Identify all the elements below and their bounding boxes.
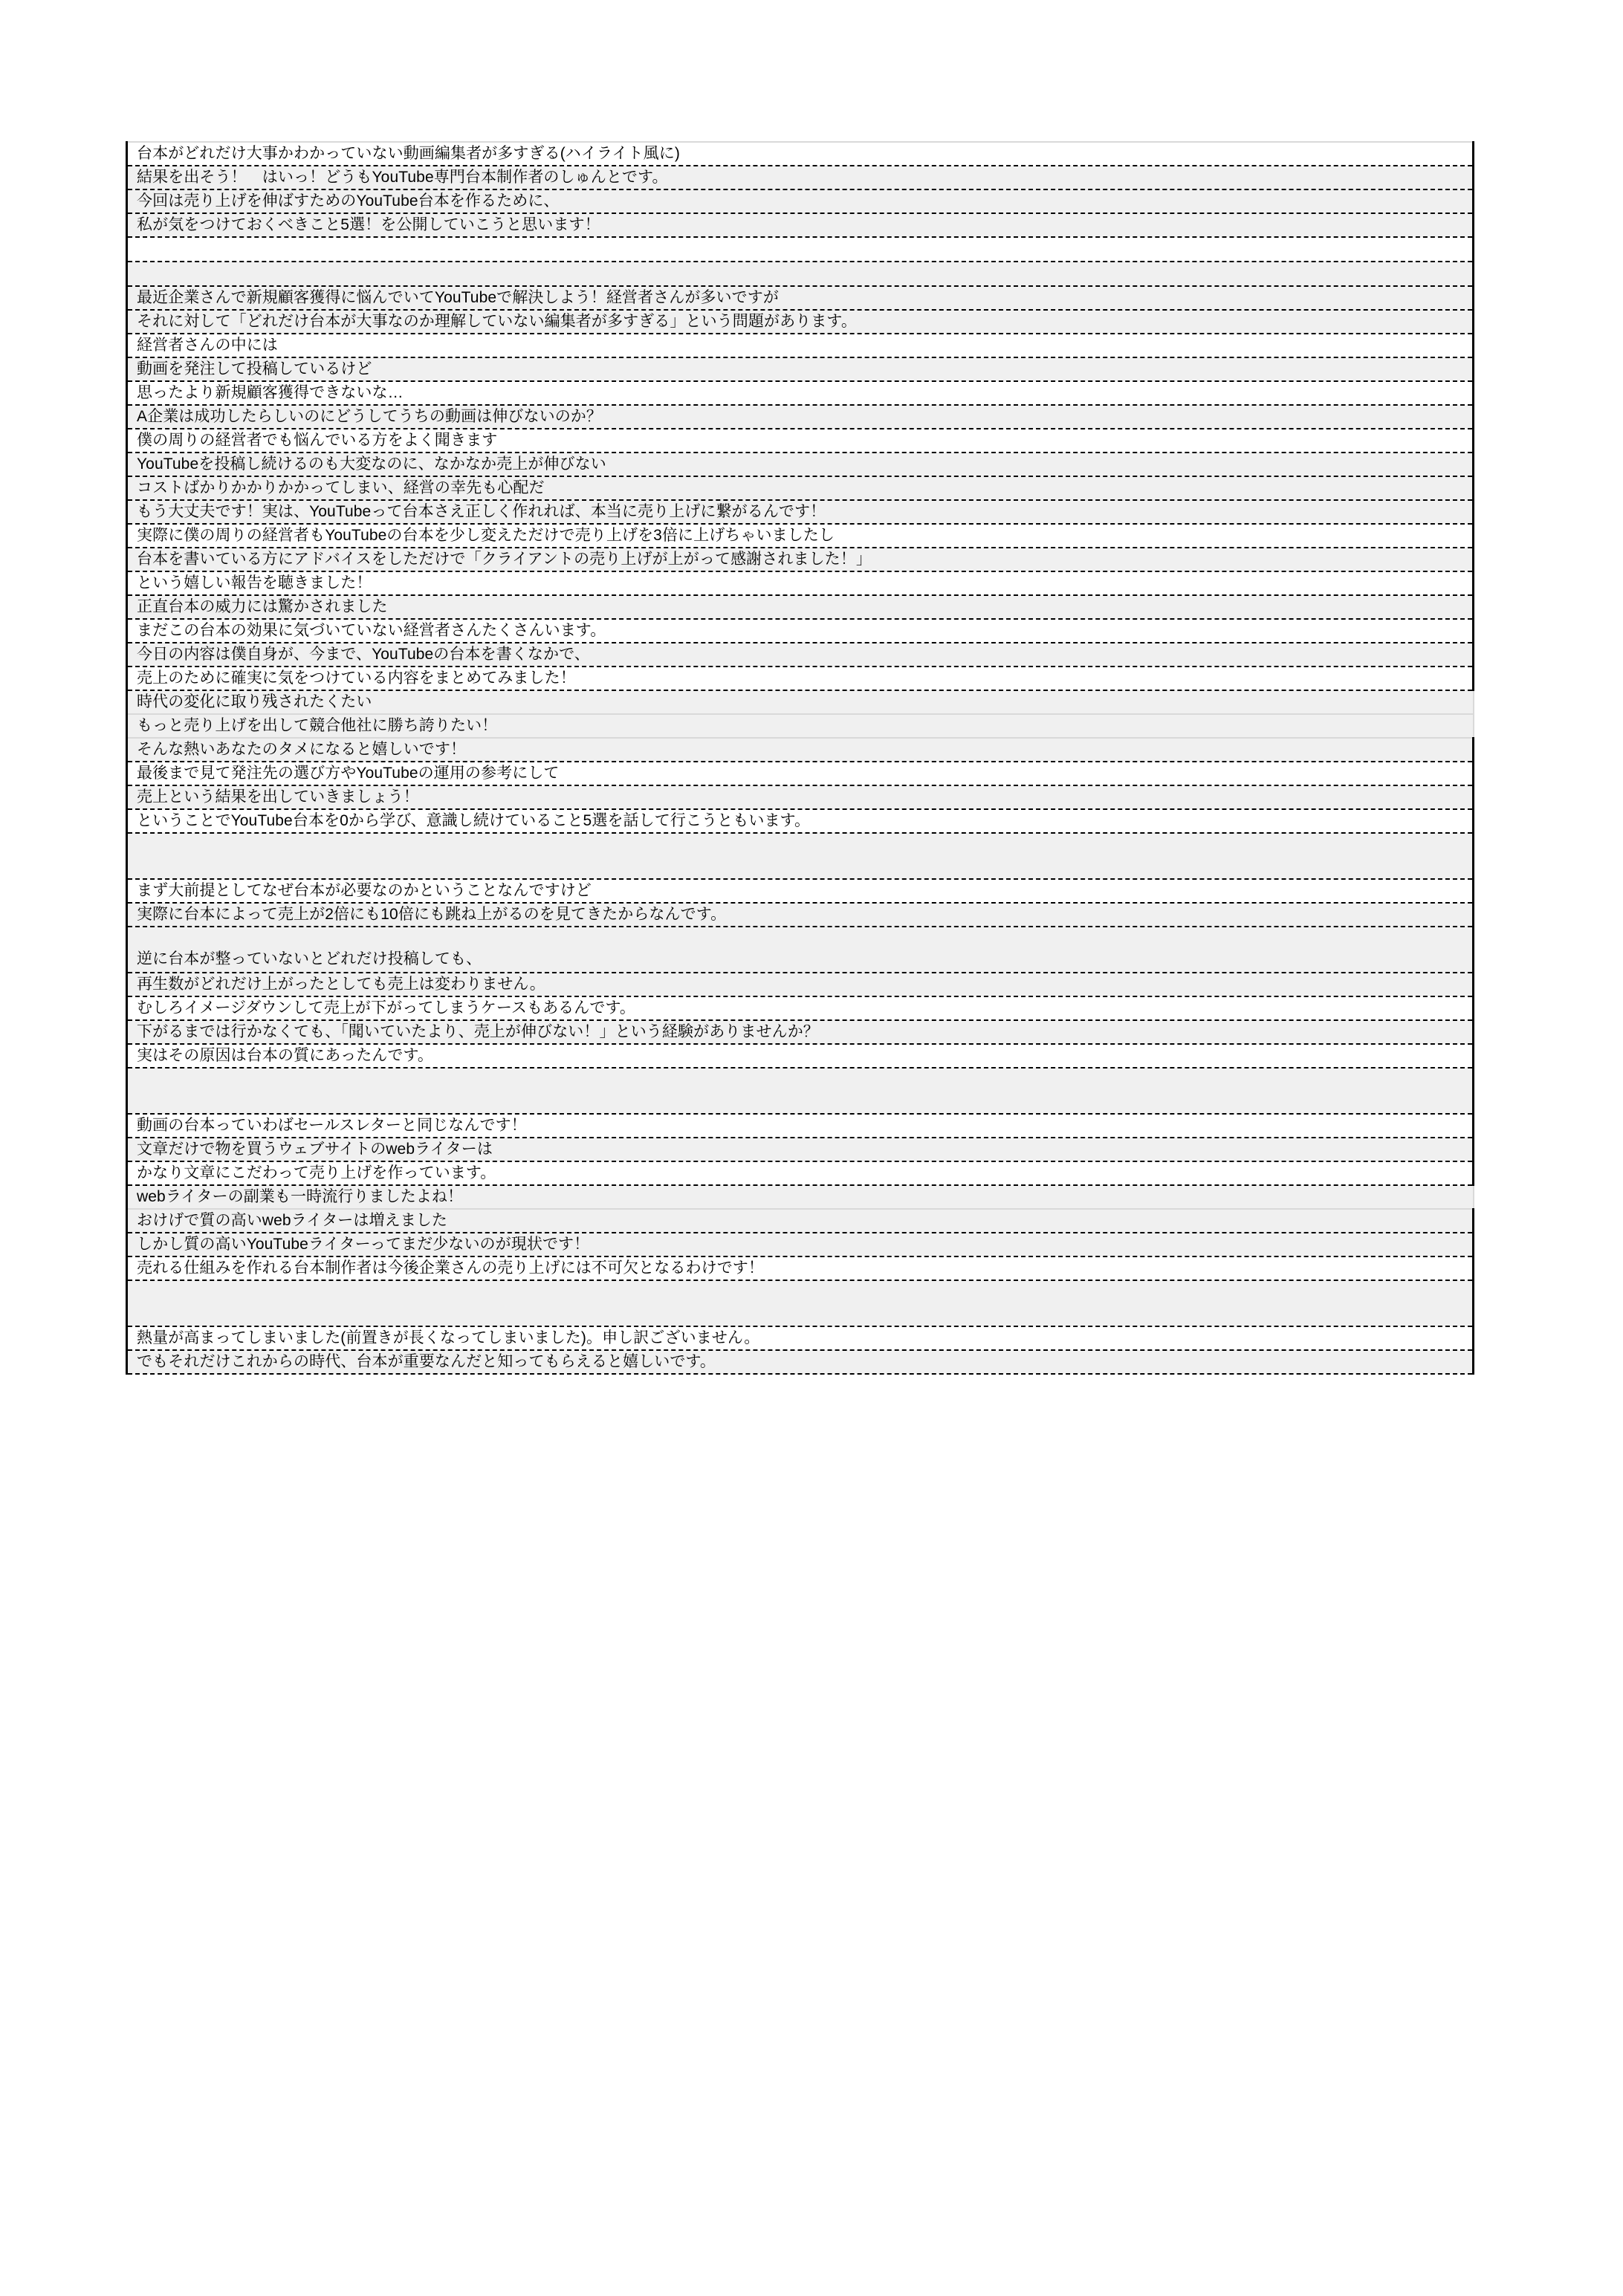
table-row xyxy=(127,357,1474,381)
script-line-cell: 売上のために確実に気をつけている内容をまとめてみました！ xyxy=(127,667,1474,690)
script-line-cell: そんな熱いあなたのタメになると嬉しいです！ xyxy=(127,738,1474,762)
script-line-cell: という嬉しい報告を聴きました！ xyxy=(127,571,1474,595)
table-row xyxy=(127,903,1474,927)
script-line-cell: 文章だけで物を買うウェブサイトのwebライターは xyxy=(127,1138,1474,1161)
spacer-cell xyxy=(127,1068,1474,1114)
script-line-cell: もっと売り上げを出して競合他社に勝ち誇りたい！ xyxy=(127,714,1474,738)
table-row xyxy=(127,286,1474,310)
table-row xyxy=(127,262,1474,286)
table-row xyxy=(127,1138,1474,1161)
table-row xyxy=(127,237,1474,262)
table-row xyxy=(127,1350,1474,1374)
table-row xyxy=(127,381,1474,405)
script-line-cell: 台本がどれだけ大事かわかっていない動画編集者が多すぎる(ハイライト風に) xyxy=(127,142,1474,166)
table-row xyxy=(127,1020,1474,1044)
script-line-cell: むしろイメージダウンして売上が下がってしまうケースもあるんです。 xyxy=(127,996,1474,1020)
script-line-cell: まだこの台本の効果に気づいていない経営者さんたくさんいます。 xyxy=(127,619,1474,643)
script-line-cell: しかし質の高いYouTubeライターってまだ少ないのが現状です！ xyxy=(127,1233,1474,1256)
script-line-cell: 実はその原因は台本の質にあったんです。 xyxy=(127,1044,1474,1068)
script-line-cell: 実際に台本によって売上が2倍にも10倍にも跳ね上がるのを見てきたからなんです。 xyxy=(127,903,1474,927)
script-line-cell: 実際に僕の周りの経営者もYouTubeの台本を少し変えただけで売り上げを3倍に上げちゃいましたし xyxy=(127,524,1474,548)
table-row xyxy=(127,714,1474,738)
script-line-cell: 売上という結果を出していきましょう！ xyxy=(127,785,1474,809)
table-row xyxy=(127,643,1474,667)
table-row xyxy=(127,476,1474,500)
table-row xyxy=(127,619,1474,643)
table-row xyxy=(127,996,1474,1020)
table-row xyxy=(127,738,1474,762)
script-line-cell: 再生数がどれだけ上がったとしても売上は変わりません。 xyxy=(127,973,1474,996)
script-line-cell: 熱量が高まってしまいました(前置きが長くなってしまいました)。申し訳ございません。 xyxy=(127,1326,1474,1350)
script-line-cell: 思ったより新規顧客獲得できないな… xyxy=(127,381,1474,405)
table-row xyxy=(127,973,1474,996)
script-line-cell: 最近企業さんで新規顧客獲得に悩んでいてYouTubeで解決しよう！経営者さんが多いですが xyxy=(127,286,1474,310)
script-line-cell: A企業は成功したらしいのにどうしてうちの動画は伸びないのか？ xyxy=(127,405,1474,429)
table-row xyxy=(127,1161,1474,1185)
table-row xyxy=(127,1256,1474,1280)
table-row xyxy=(127,189,1474,213)
script-line-cell: 台本を書いている方にアドバイスをしただけで「クライアントの売り上げが上がって感謝されました！」 xyxy=(127,548,1474,571)
script-line-cell: それに対して「どれだけ台本が大事なのか理解していない編集者が多すぎる」という問題があります。 xyxy=(127,310,1474,334)
table-row xyxy=(127,595,1474,619)
table-row xyxy=(127,524,1474,548)
table-row xyxy=(127,927,1474,973)
table-row xyxy=(127,310,1474,334)
table-row xyxy=(127,1114,1474,1138)
table-row xyxy=(127,548,1474,571)
script-line-cell: かなり文章にこだわって売り上げを作っています。 xyxy=(127,1161,1474,1185)
script-line-cell: 売れる仕組みを作れる台本制作者は今後企業さんの売り上げには不可欠となるわけです！ xyxy=(127,1256,1474,1280)
table-row xyxy=(127,429,1474,453)
table-row xyxy=(127,667,1474,690)
script-line-cell: 結果を出そう！ はいっ！どうもYouTube専門台本制作者のしゅんとです。 xyxy=(127,166,1474,189)
table-row xyxy=(127,1280,1474,1326)
table-row xyxy=(127,1209,1474,1233)
table-row xyxy=(127,762,1474,785)
table-row xyxy=(127,1233,1474,1256)
table-row xyxy=(127,166,1474,189)
script-line-cell: コストばかりかかりかかってしまい、経営の幸先も心配だ xyxy=(127,476,1474,500)
table-row xyxy=(127,334,1474,357)
script-line-cell: 動画の台本っていわばセールスレターと同じなんです！ xyxy=(127,1114,1474,1138)
script-line-cell: おけげで質の高いwebライターは増えました xyxy=(127,1209,1474,1233)
table-row xyxy=(127,142,1474,166)
script-line-cell: 私が気をつけておくべきこと5選！を公開していこうと思います！ xyxy=(127,213,1474,237)
script-line-cell: 動画を発注して投稿しているけど xyxy=(127,357,1474,381)
table-row xyxy=(127,500,1474,524)
script-line-cell: 僕の周りの経営者でも悩んでいる方をよく聞きます xyxy=(127,429,1474,453)
script-line-cell: YouTubeを投稿し続けるのも大変なのに、なかなか売上が伸びない xyxy=(127,453,1474,476)
table-row xyxy=(127,405,1474,429)
table-row xyxy=(127,809,1474,833)
spacer-cell xyxy=(127,262,1474,286)
table-row xyxy=(127,1044,1474,1068)
script-line-cell: 逆に台本が整っていないとどれだけ投稿しても、 xyxy=(127,927,1474,973)
script-line-cell: 今日の内容は僕自身が、今まで、YouTubeの台本を書くなかで、 xyxy=(127,643,1474,667)
script-lines-table xyxy=(126,141,1474,1375)
script-line-cell: webライターの副業も一時流行りましたよね！ xyxy=(127,1185,1474,1209)
script-line-cell: ということでYouTube台本を0から学び、意識し続けていること5選を話して行こうともいます。 xyxy=(127,809,1474,833)
script-line-cell: もう大丈夫です！実は、YouTubeって台本さえ正しく作れれば、本当に売り上げに繋がるんです！ xyxy=(127,500,1474,524)
table-row xyxy=(127,1326,1474,1350)
script-line-cell: 経営者さんの中には xyxy=(127,334,1474,357)
script-line-cell: 下がるまでは行かなくても、「聞いていたより、売上が伸びない！」という経験がありませんか？ xyxy=(127,1020,1474,1044)
table-row xyxy=(127,785,1474,809)
spacer-cell xyxy=(127,833,1474,879)
table-row xyxy=(127,571,1474,595)
table-row xyxy=(127,453,1474,476)
script-line-cell: まず大前提としてなぜ台本が必要なのかということなんですけど xyxy=(127,879,1474,903)
table-row xyxy=(127,833,1474,879)
table-row xyxy=(127,1185,1474,1209)
script-lines-body xyxy=(127,142,1474,1374)
table-row xyxy=(127,879,1474,903)
table-row xyxy=(127,690,1474,714)
script-line-cell: 正直台本の威力には驚かされました xyxy=(127,595,1474,619)
script-line-cell: 時代の変化に取り残されたくたい xyxy=(127,690,1474,714)
script-line-cell: でもそれだけこれからの時代、台本が重要なんだと知ってもらえると嬉しいです。 xyxy=(127,1350,1474,1374)
script-line-cell: 今回は売り上げを伸ばすためのYouTube台本を作るために、 xyxy=(127,189,1474,213)
script-line-cell: 最後まで見て発注先の選び方やYouTubeの運用の参考にして xyxy=(127,762,1474,785)
spacer-cell xyxy=(127,237,1474,262)
table-row xyxy=(127,213,1474,237)
table-row xyxy=(127,1068,1474,1114)
spacer-cell xyxy=(127,1280,1474,1326)
